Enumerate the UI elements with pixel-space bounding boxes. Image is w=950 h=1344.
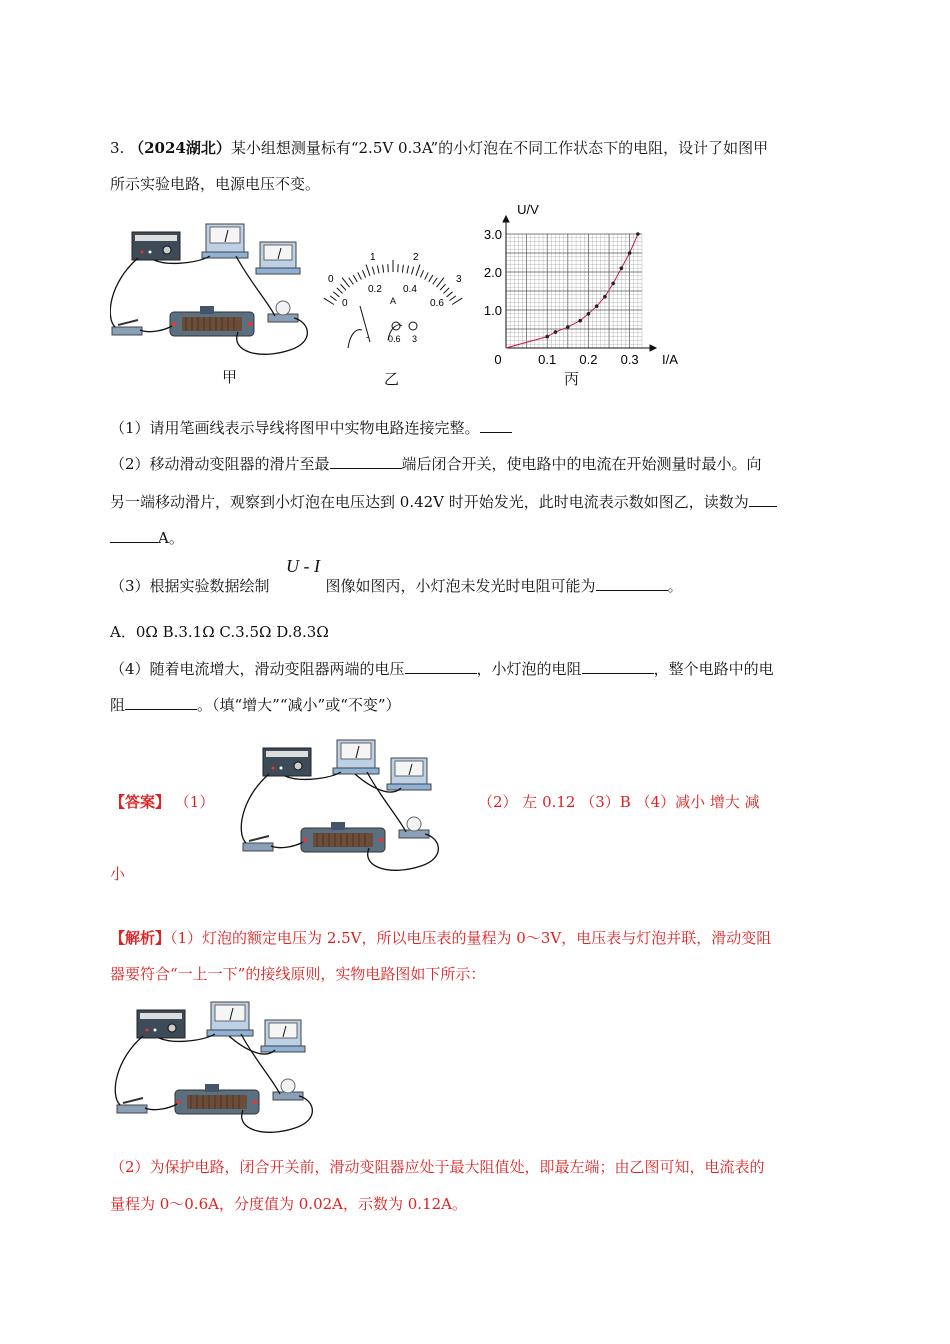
- scale-top-3: 3: [456, 274, 462, 285]
- dial-tick: [452, 298, 462, 304]
- scale-top-1: 1: [370, 252, 376, 263]
- dial-tick: [449, 296, 455, 301]
- ammeter-dial-figure: [318, 244, 468, 352]
- scale-bottom-2: 0.4: [403, 284, 417, 295]
- y-axis-label: U/V: [517, 202, 539, 217]
- ui-chart: [470, 200, 690, 370]
- dial-tick: [420, 270, 423, 277]
- question-source: （2024湖北）: [129, 139, 231, 157]
- dial-tick: [342, 278, 349, 287]
- q4-text-b: ，小灯泡的电阻: [476, 660, 582, 678]
- dial-tick: [383, 265, 384, 273]
- q2-text-a: （2）移动滑动变阻器的滑片至最: [110, 455, 330, 473]
- y-tick-label: 1.0: [483, 303, 502, 318]
- ui-formula: U - I: [286, 556, 320, 576]
- q2-blank-2a: [749, 492, 777, 507]
- dial-tick: [353, 275, 357, 282]
- scale-top-0: 0: [328, 274, 334, 285]
- q2-line-2: [110, 492, 777, 512]
- answer-tag: 【答案】: [110, 793, 171, 811]
- chart-point: [566, 325, 570, 329]
- dial-tick: [377, 266, 379, 274]
- question-number: 3.: [110, 139, 125, 157]
- y-tick-label: 3.0: [483, 227, 502, 242]
- answer-rest: （2） 左 0.12 （3）B （4）减小 增大 减: [478, 793, 760, 811]
- chart-point: [587, 312, 591, 316]
- q1-text: （1）请用笔画线表示导线将图甲中实物电路连接完整。: [110, 419, 480, 437]
- q2-line-3: [110, 528, 184, 548]
- dial-tick: [366, 265, 370, 276]
- chart-point: [611, 282, 615, 286]
- dial-tick: [358, 272, 362, 279]
- q2-blank-1: [330, 454, 402, 469]
- dial-tick: [416, 265, 420, 276]
- dial-tick: [436, 278, 443, 287]
- chart-point: [603, 295, 607, 299]
- chart-point: [554, 330, 558, 334]
- q4-blank-3: [125, 695, 197, 710]
- q2-text-d: A。: [158, 529, 184, 547]
- dial-tick: [433, 278, 438, 285]
- analysis-line-4: 量程为 0～0.6A，分度值为 0.02A，示数为 0.12A。: [110, 1195, 467, 1213]
- dial-tick: [333, 292, 339, 297]
- q4-line-2: [110, 695, 401, 715]
- q3-options: A．0Ω B.3.1Ω C.3.5Ω D.8.3Ω: [110, 623, 329, 641]
- dial-tick: [337, 288, 343, 294]
- x-tick-label: 0.1: [538, 352, 557, 367]
- dial-tick: [447, 292, 453, 297]
- terminal-3: 3: [412, 334, 418, 344]
- answer-circuit-figure: [236, 738, 446, 873]
- chart-point: [545, 335, 549, 339]
- caption-yi: 乙: [384, 370, 400, 388]
- q3-text-c: 。: [667, 577, 683, 595]
- dial-tick: [440, 284, 445, 290]
- analysis-line-1: [110, 928, 771, 948]
- analysis-line-3: （2）为保护电路，闭合开关前，滑动变阻器应处于最大阻值处，即最左端；由乙图可知，电流表的: [110, 1158, 765, 1176]
- analysis-tag: 【解析】: [110, 929, 171, 947]
- analysis-text-1: （1）灯泡的额定电压为 2.5V，所以电压表的量程为 0～3V，电压表与灯泡并联，滑动变阻: [170, 929, 772, 947]
- scale-bottom-0: 0: [342, 298, 348, 309]
- chart-point: [595, 304, 599, 308]
- scale-bottom-3: 0.6: [430, 298, 444, 309]
- q4-text-d: 阻: [110, 696, 126, 714]
- q3-line: [110, 576, 683, 596]
- scale-top-2: 2: [413, 252, 419, 263]
- question-line-1: [110, 138, 768, 158]
- x-axis-label: I/A: [662, 352, 678, 367]
- dial-tick: [407, 266, 409, 274]
- dial-tick: [388, 264, 389, 272]
- q4-text-e: 。（填“增大”“减小”或“不变”）: [197, 696, 401, 714]
- terminal-neg: -: [366, 332, 369, 342]
- answer-part1: （1）: [174, 793, 215, 811]
- dial-tick: [341, 284, 346, 290]
- q4-text-a: （4）随着电流增大，滑动变阻器两端的电压: [110, 660, 405, 678]
- dial-tick: [330, 296, 336, 301]
- q4-text-c: ，整个电路中的电: [653, 660, 774, 678]
- origin-label: 0: [494, 352, 502, 367]
- dial-tick: [362, 270, 365, 277]
- circuit-figure-jia: [110, 222, 310, 357]
- q1-line: [110, 418, 512, 438]
- dial-tick: [443, 288, 449, 294]
- analysis-circuit-figure: [110, 1000, 320, 1135]
- chart-point: [620, 266, 624, 270]
- dial-tick: [324, 298, 334, 304]
- chart-point: [636, 232, 640, 236]
- q3-blank: [596, 576, 668, 591]
- chart-point: [578, 319, 582, 323]
- q4-blank-2: [582, 659, 654, 674]
- dial-tick: [349, 278, 354, 285]
- chart-point: [628, 251, 632, 255]
- x-tick-label: 0.3: [620, 352, 639, 367]
- dial-tick: [425, 272, 429, 279]
- answer-tail: 小: [110, 865, 126, 883]
- dial-tick: [398, 264, 399, 272]
- dial-tick: [372, 267, 374, 275]
- question-text-1: 某小组想测量标有“2.5V 0.3A”的小灯泡在不同工作状态下的电阻，设计了如图甲: [230, 139, 769, 157]
- dial-tick: [402, 265, 403, 273]
- dial-tick: [412, 267, 414, 275]
- q2-text-c: 另一端移动滑片，观察到小灯泡在电压达到 0.42V 时开始发光，此时电流表示数如图乙，读数为: [110, 493, 749, 511]
- caption-bing: 丙: [564, 370, 580, 388]
- x-tick-label: 0.2: [579, 352, 598, 367]
- q3-text-a: （3）根据实验数据绘制: [110, 577, 270, 595]
- dial-tick: [429, 275, 433, 282]
- terminal-06: 0.6: [388, 334, 401, 344]
- q3-text-b: 图像如图丙，小灯泡未发光时电阻可能为: [325, 577, 596, 595]
- q2-line-1: [110, 454, 762, 474]
- caption-jia: 甲: [222, 368, 238, 386]
- q4-line-1: [110, 659, 774, 679]
- q1-blank: [480, 418, 512, 433]
- q2-blank-2b: [110, 528, 158, 543]
- meter-unit: A: [390, 296, 397, 306]
- scale-bottom-1: 0.2: [368, 284, 382, 295]
- q4-blank-1: [405, 659, 477, 674]
- q2-text-b: 端后闭合开关，使电路中的电流在开始测量时最小。向: [401, 455, 762, 473]
- question-line-2: 所示实验电路，电源电压不变。: [110, 175, 321, 193]
- analysis-line-2: 器要符合“一上一下”的接线原则，实物电路图如下所示：: [110, 965, 486, 983]
- answer-line: [110, 792, 214, 812]
- y-tick-label: 2.0: [483, 265, 502, 280]
